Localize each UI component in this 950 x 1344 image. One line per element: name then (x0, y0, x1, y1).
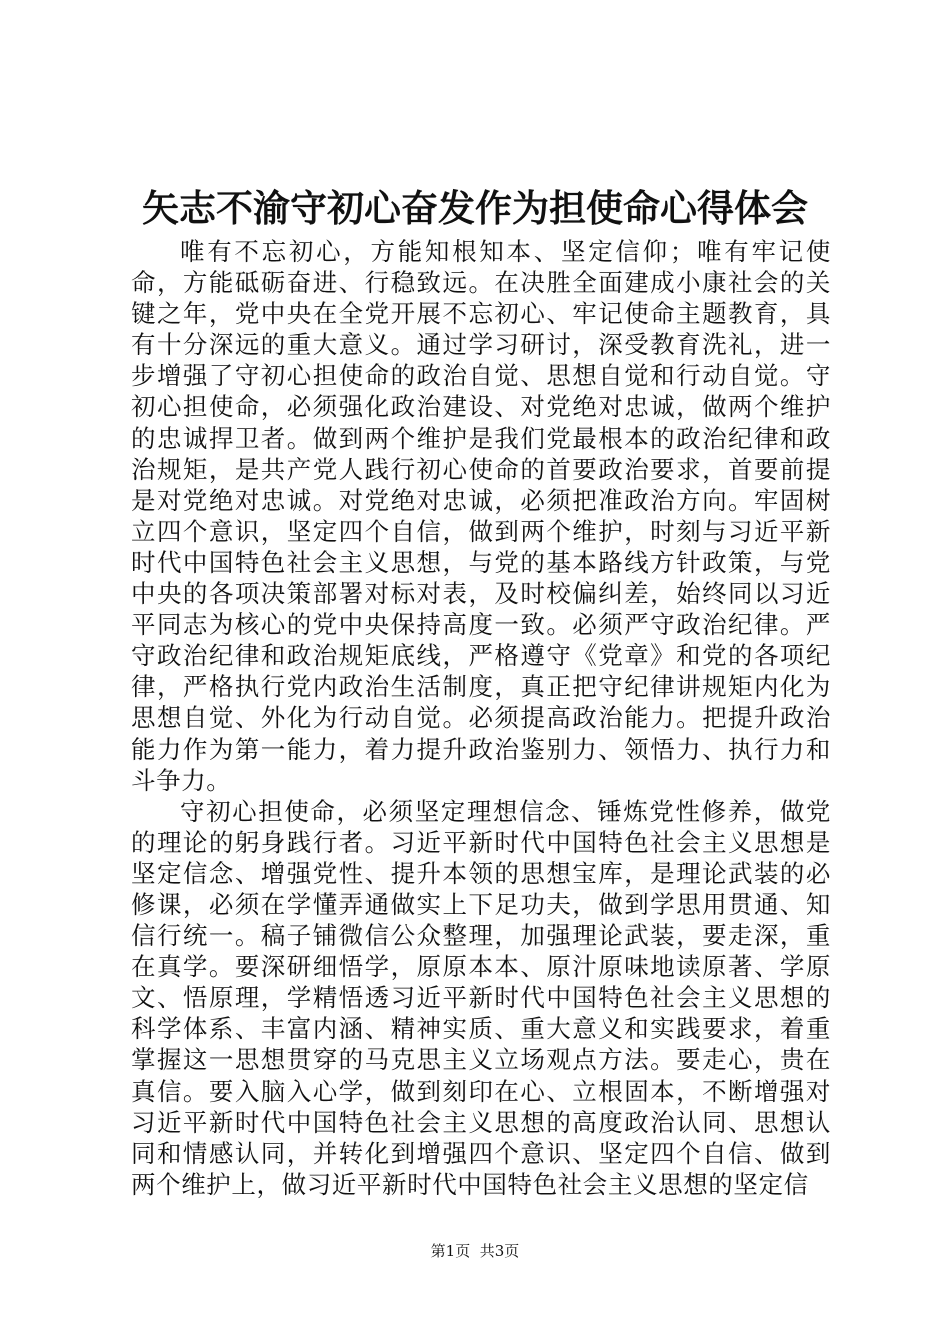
page-footer (0, 1241, 950, 1261)
paragraph: 唯有不忘初心，方能知根知本、坚定信仰；唯有牢记使命，方能砥砺奋进、行稳致远。在决胜全面建成小康社会的关键之年，党中央在全党开展不忘初心、牢记使命主题教育，具有十分深远的重大意义。通过学习研讨，深受教育洗礼，进一步增强了守初心担使命的政治自觉、思想自觉和行动自觉。守初心担使命，必须强化政治建设、对党绝对忠诚，做两个维护的忠诚捍卫者。做到两个维护是我们党最根本的政治纪律和政治规矩，是共产党人践行初心使命的首要政治要求，首要前提是对党绝对忠诚。对党绝对忠诚，必须把准政治方向。牢固树立四个意识，坚定四个自信，做到两个维护，时刻与习近平新时代中国特色社会主义思想，与党的基本路线方针政策，与党中央的各项决策部署对标对表，及时校偏纠差，始终同以习近平同志为核心的党中央保持高度一致。必须严守政治纪律。严守政治纪律和政治规矩底线，严格遵守《党章》和党的各项纪律，严格执行党内政治生活制度，真正把守纪律讲规矩内化为思想自觉、外化为行动自觉。必须提高政治能力。把提升政治能力作为第一能力，着力提升政治鉴别力、领悟力、执行力和斗争力。 (131, 237, 831, 795)
page-number: 第1页 (430, 1242, 471, 1260)
page-total: 共3页 (479, 1242, 520, 1260)
paragraph: 守初心担使命，必须坚定理想信念、锤炼党性修养，做党的理论的躬身践行者。习近平新时代中国特色社会主义思想是坚定信念、增强党性、提升本领的思想宝库，是理论武装的必修课，必须在学懂弄通做实上下足功夫，做到学思用贯通、知信行统一。稿子铺微信公众整理，加强理论武装，要走深，重在真学。要深研细悟学，原原本本、原汁原味地读原著、学原文、悟原理，学精悟透习近平新时代中国特色社会主义思想的科学体系、丰富内涵、精神实质、重大意义和实践要求，着重掌握这一思想贯穿的马克思主义立场观点方法。要走心，贵在真信。要入脑入心学，做到刻印在心、立根固本，不断增强对习近平新时代中国特色社会主义思想的高度政治认同、思想认同和情感认同，并转化到增强四个意识、坚定四个自信、做到两个维护上，做习近平新时代中国特色社会主义思想的坚定信 (131, 796, 831, 1199)
document-body (131, 236, 831, 1200)
document-title: 矢志不渝守初心奋发作为担使命心得体会 (142, 186, 808, 230)
